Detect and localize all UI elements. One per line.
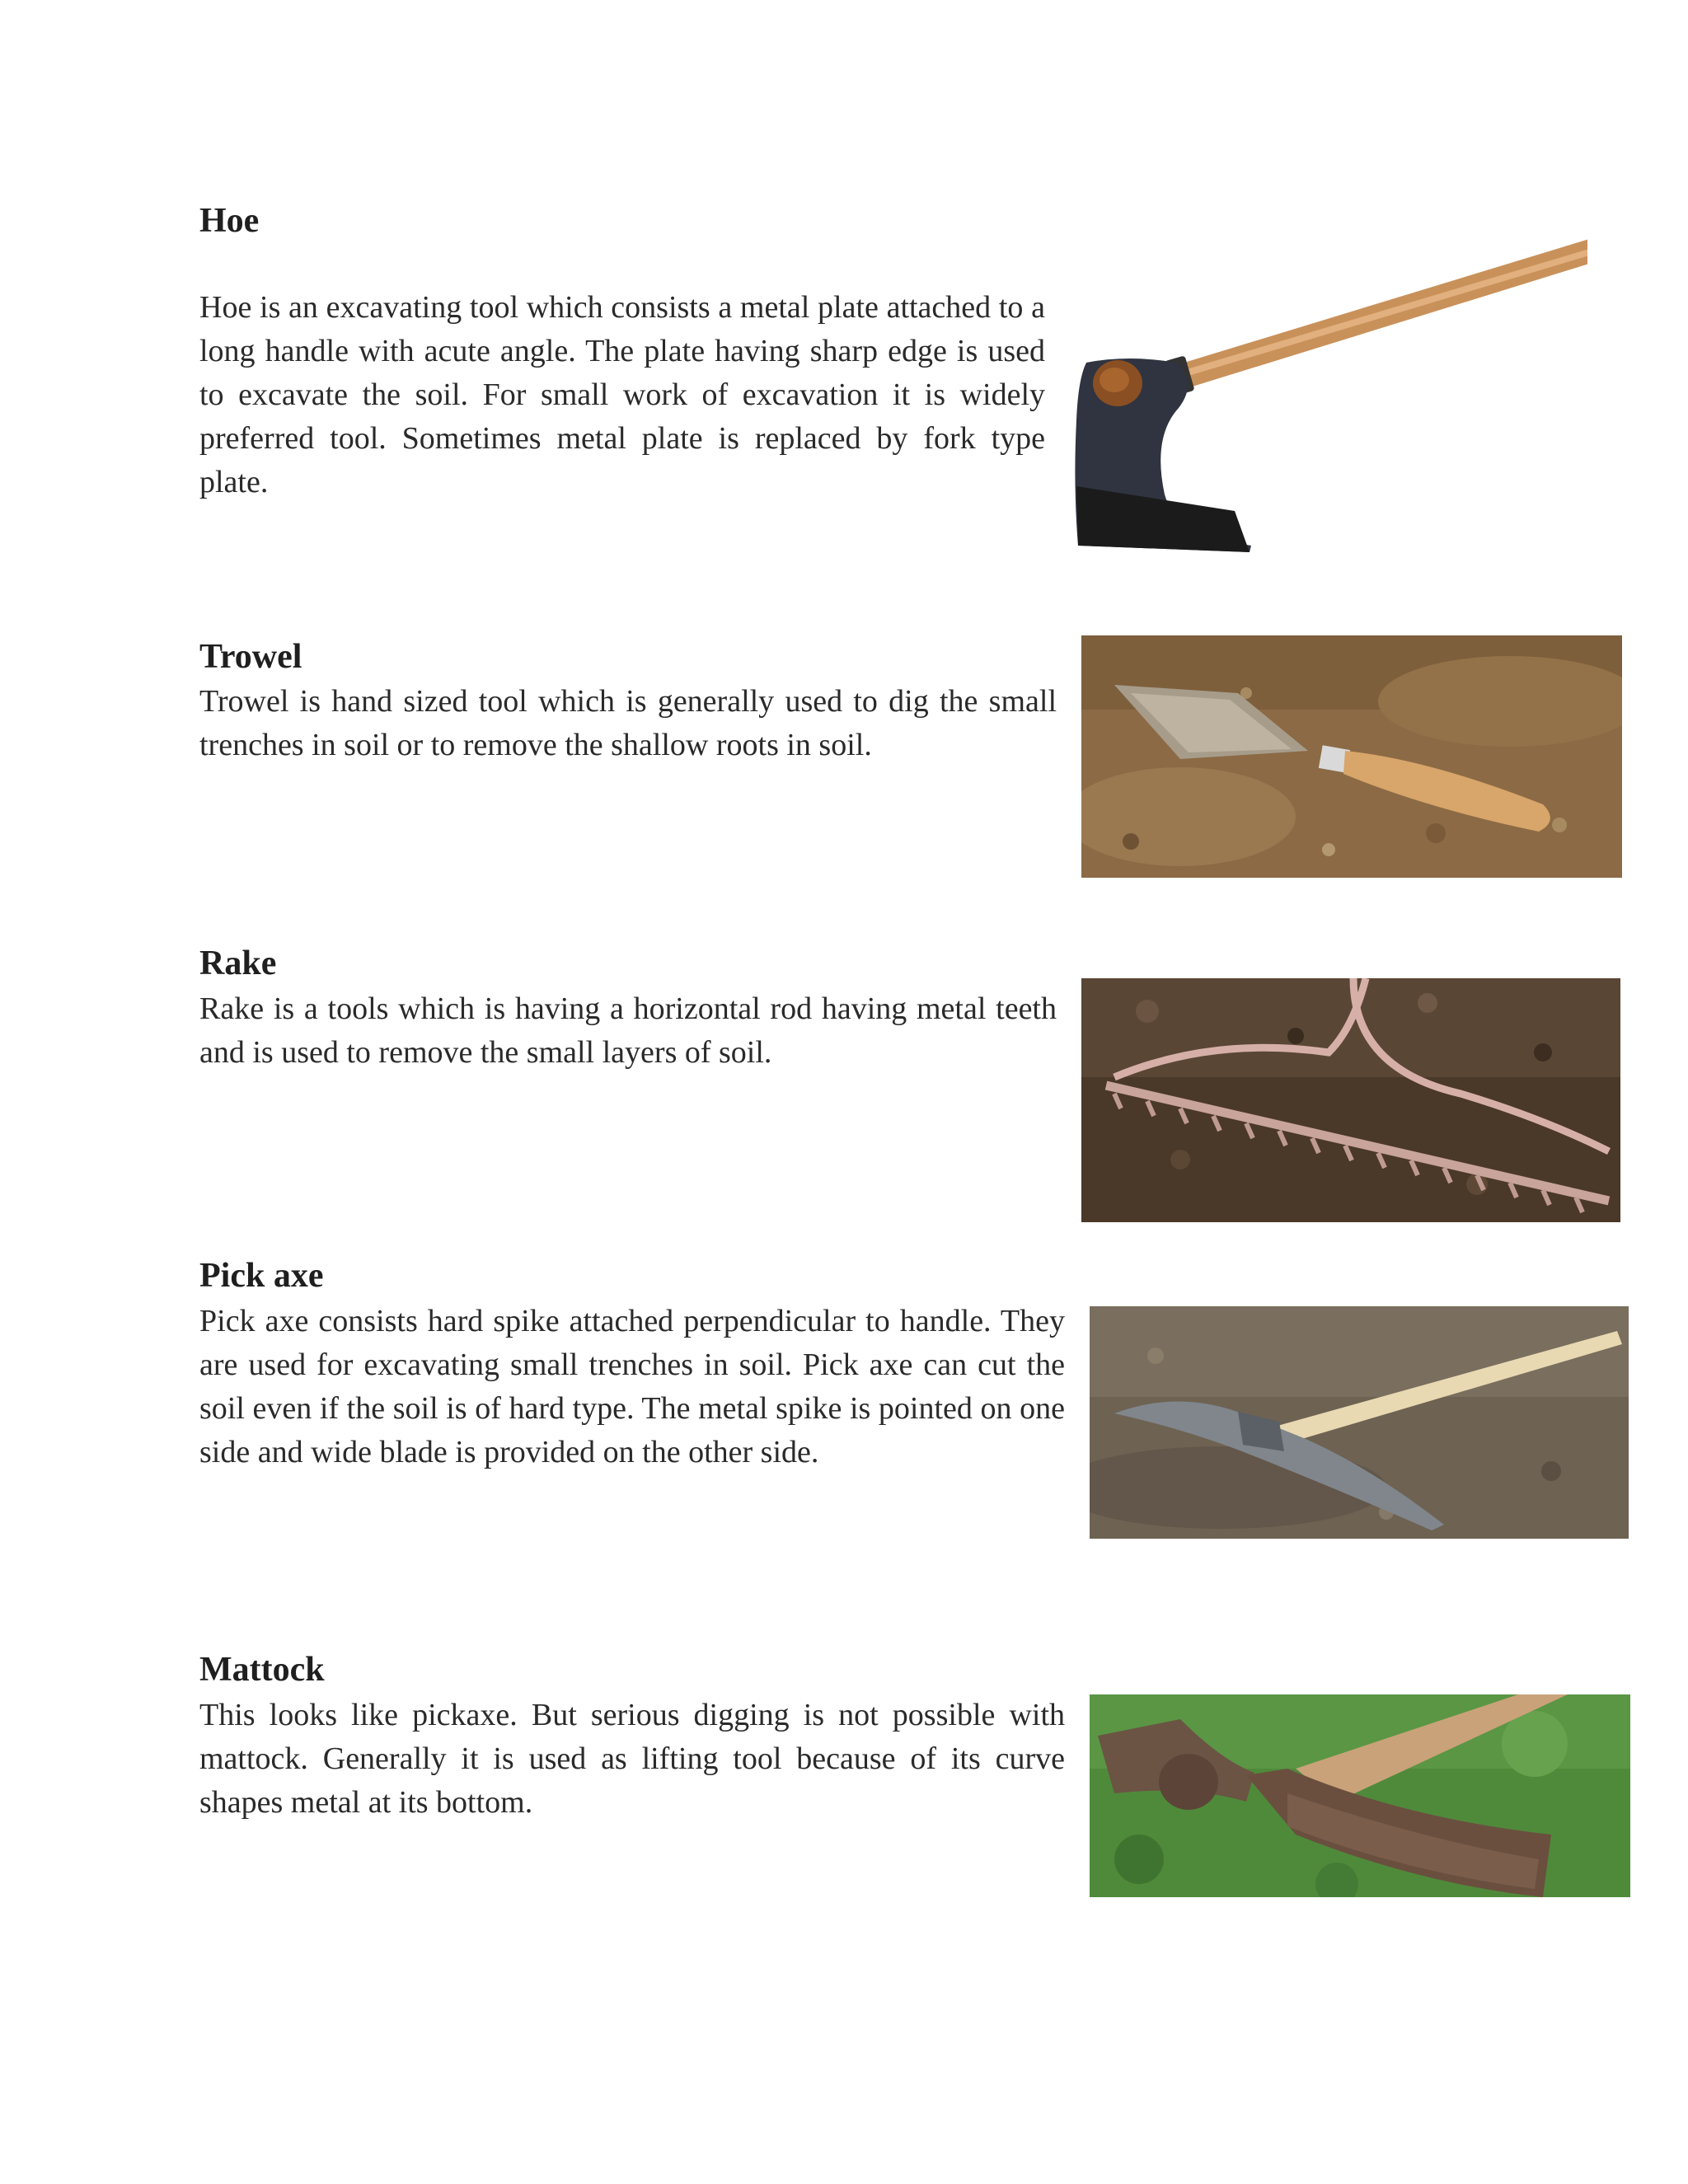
hoe-description: Hoe is an excavating tool which consists a metal plate attached to a long handle with acute angle. The plate having sharp edge is used to excavate the soil. For small work of excavation it is widely preferred tool. Sometimes metal plate is replaced by fork type plate. [199, 290, 1045, 499]
rake-heading: Rake [199, 944, 277, 982]
pick-axe-image [1090, 1306, 1629, 1539]
rake-image [1081, 978, 1620, 1222]
mattock-image [1090, 1694, 1630, 1897]
rake-description: Rake is a tools which is having a horizontal rod having metal teeth and is used to remove the small layers of soil. [199, 991, 1057, 1070]
mattock-description: This looks like pickaxe. But serious digging is not possible with mattock. Generally it is used as lifting tool because of its curve shapes metal at its bottom. [199, 1698, 1065, 1820]
pick-axe-description: Pick axe consists hard spike attached perpendicular to handle. They are used for excavating small trenches in soil. Pick axe can cut the soil even if the soil is of hard type. The metal spike is pointed on one side and wide blade is provided on the other side. [199, 1304, 1065, 1469]
mattock-heading: Mattock [199, 1651, 325, 1689]
trowel-description: Trowel is hand sized tool which is generally used to dig the small trenches in soil or to remove the shallow roots in soil. [199, 684, 1057, 762]
trowel-heading: Trowel [199, 638, 302, 676]
pick-axe-heading: Pick axe [199, 1257, 324, 1295]
hoe-heading: Hoe [199, 202, 260, 240]
trowel-image [1081, 635, 1622, 878]
hoe-image [1070, 239, 1587, 552]
